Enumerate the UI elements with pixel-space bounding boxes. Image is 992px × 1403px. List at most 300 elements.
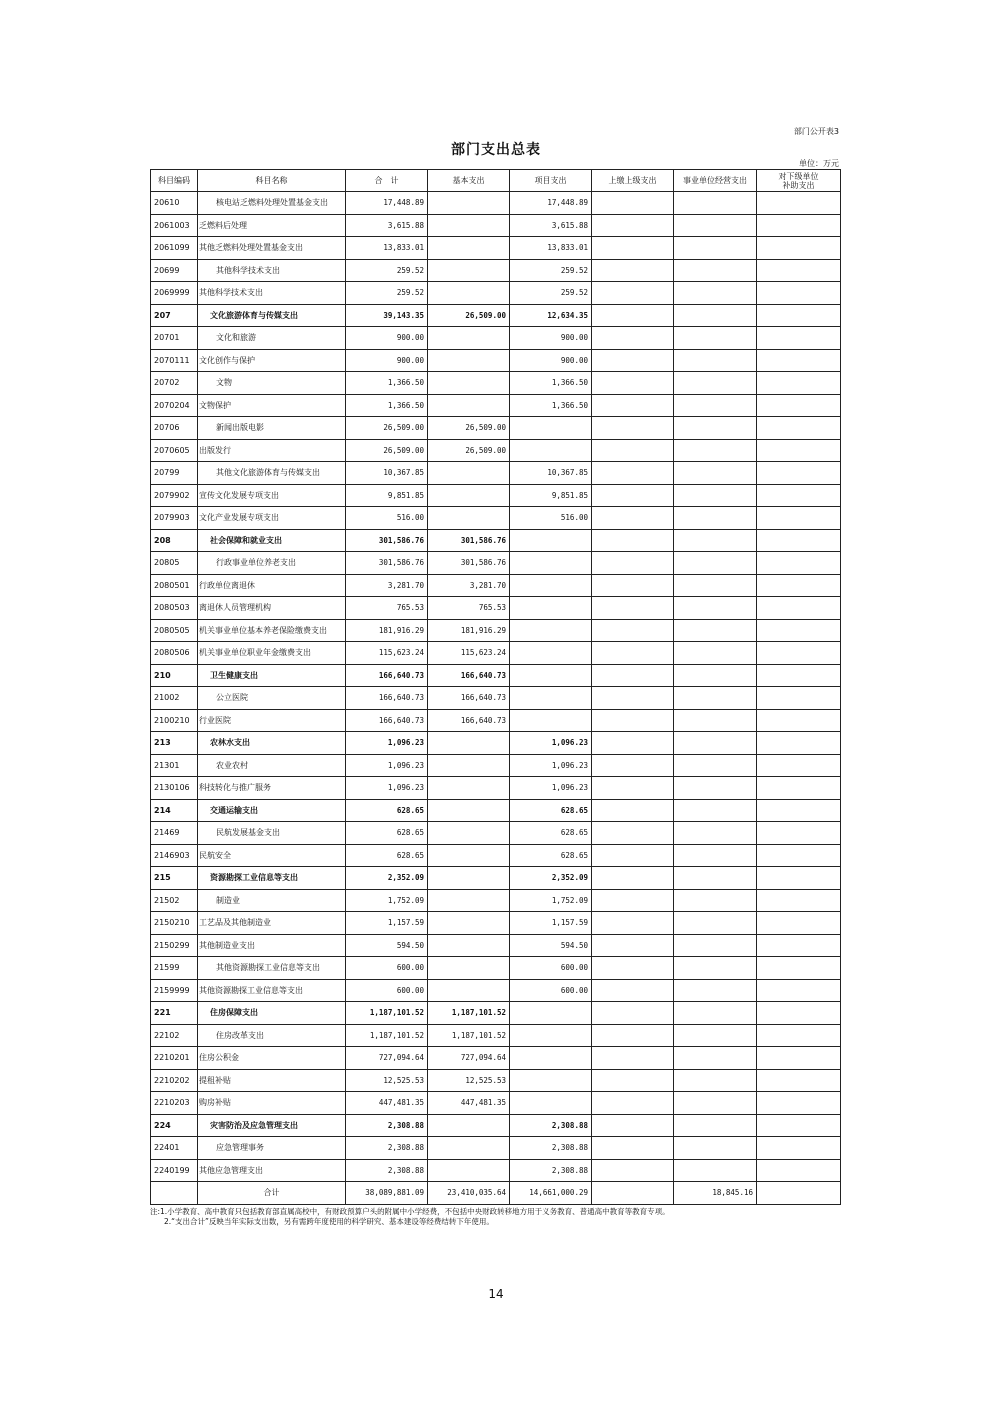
cell-business — [674, 1002, 757, 1025]
header-row — [151, 170, 841, 192]
cell-upper — [592, 192, 674, 215]
cell-subsidy — [757, 484, 841, 507]
cell-project — [510, 597, 592, 620]
cell-subsidy — [757, 1159, 841, 1182]
cell-total: 26,509.00 — [346, 439, 428, 462]
cell-basic: 26,509.00 — [428, 417, 510, 440]
cell-code: 2061003 — [151, 214, 198, 237]
cell-upper — [592, 349, 674, 372]
cell-basic: 1,187,101.52 — [428, 1002, 510, 1025]
cell-subsidy — [757, 957, 841, 980]
cell-subsidy — [757, 1114, 841, 1137]
cell-total: 166,640.73 — [346, 709, 428, 732]
cell-business — [674, 754, 757, 777]
cell-code: 2079903 — [151, 507, 198, 530]
cell-project — [510, 709, 592, 732]
cell-business — [674, 777, 757, 800]
cell-subsidy — [757, 799, 841, 822]
cell-upper — [592, 1092, 674, 1115]
cell-basic — [428, 259, 510, 282]
cell-total: 516.00 — [346, 507, 428, 530]
cell-upper — [592, 259, 674, 282]
cell-total: 600.00 — [346, 957, 428, 980]
cell-basic: 181,916.29 — [428, 619, 510, 642]
cell-code: 22401 — [151, 1137, 198, 1160]
cell-code: 2080501 — [151, 574, 198, 597]
cell-subsidy — [757, 844, 841, 867]
cell-code: 2150210 — [151, 912, 198, 935]
cell-project: 259.52 — [510, 259, 592, 282]
cell-business — [674, 912, 757, 935]
cell-subsidy — [757, 574, 841, 597]
table-row — [151, 754, 841, 777]
cell-upper — [592, 1069, 674, 1092]
cell-subsidy — [757, 867, 841, 890]
cell-upper — [592, 1047, 674, 1070]
cell-project: 600.00 — [510, 979, 592, 1002]
cell-code: 214 — [151, 799, 198, 822]
cell-name: 社会保障和就业支出 — [198, 529, 346, 552]
cell-project: 12,634.35 — [510, 304, 592, 327]
cell-code: 21502 — [151, 889, 198, 912]
cell-name: 文物保护 — [198, 394, 346, 417]
cell-project — [510, 529, 592, 552]
cell-name: 其他科学技术支出 — [198, 282, 346, 305]
cell-subsidy — [757, 349, 841, 372]
table-row — [151, 957, 841, 980]
cell-subsidy — [757, 664, 841, 687]
cell-subsidy — [757, 417, 841, 440]
cell-upper — [592, 619, 674, 642]
cell-total: 765.53 — [346, 597, 428, 620]
form-number: 部门公开表3 — [793, 127, 839, 136]
cell-upper — [592, 417, 674, 440]
cell-basic — [428, 507, 510, 530]
cell-code: 21301 — [151, 754, 198, 777]
cell-code: 2069999 — [151, 282, 198, 305]
cell-total: 3,615.88 — [346, 214, 428, 237]
total-project: 14,661,000.29 — [510, 1182, 592, 1205]
cell-subsidy — [757, 912, 841, 935]
cell-project: 9,851.85 — [510, 484, 592, 507]
cell-code: 20701 — [151, 327, 198, 350]
total-business: 18,845.16 — [674, 1182, 757, 1205]
cell-code: 2130106 — [151, 777, 198, 800]
cell-total: 17,448.89 — [346, 192, 428, 215]
table-row — [151, 372, 841, 395]
cell-upper — [592, 912, 674, 935]
cell-project: 516.00 — [510, 507, 592, 530]
cell-name: 机关事业单位职业年金缴费支出 — [198, 642, 346, 665]
cell-basic — [428, 237, 510, 260]
cell-total: 900.00 — [346, 349, 428, 372]
cell-upper — [592, 822, 674, 845]
total-subsidy — [757, 1182, 841, 1205]
cell-business — [674, 372, 757, 395]
cell-total: 2,352.09 — [346, 867, 428, 890]
cell-business — [674, 1047, 757, 1070]
total-total: 38,089,881.09 — [346, 1182, 428, 1205]
cell-subsidy — [757, 439, 841, 462]
cell-business — [674, 259, 757, 282]
cell-project — [510, 687, 592, 710]
cell-project: 2,308.88 — [510, 1137, 592, 1160]
cell-basic: 166,640.73 — [428, 709, 510, 732]
cell-upper — [592, 484, 674, 507]
cell-name: 出版发行 — [198, 439, 346, 462]
cell-business — [674, 1159, 757, 1182]
table-row — [151, 1002, 841, 1025]
cell-code: 210 — [151, 664, 198, 687]
cell-name: 核电站乏燃料处理处置基金支出 — [198, 192, 346, 215]
cell-basic — [428, 349, 510, 372]
cell-business — [674, 304, 757, 327]
cell-project: 1,096.23 — [510, 754, 592, 777]
cell-subsidy — [757, 1024, 841, 1047]
cell-total: 1,096.23 — [346, 732, 428, 755]
cell-business — [674, 687, 757, 710]
cell-total: 1,096.23 — [346, 754, 428, 777]
cell-total: 259.52 — [346, 259, 428, 282]
cell-subsidy — [757, 619, 841, 642]
cell-business — [674, 957, 757, 980]
cell-basic — [428, 1159, 510, 1182]
header-total: 合 计 — [346, 170, 428, 192]
cell-basic — [428, 394, 510, 417]
table-row — [151, 484, 841, 507]
cell-project: 1,096.23 — [510, 732, 592, 755]
cell-business — [674, 574, 757, 597]
cell-project — [510, 574, 592, 597]
cell-subsidy — [757, 732, 841, 755]
cell-total: 259.52 — [346, 282, 428, 305]
cell-business — [674, 529, 757, 552]
cell-subsidy — [757, 822, 841, 845]
cell-upper — [592, 507, 674, 530]
cell-basic: 166,640.73 — [428, 664, 510, 687]
total-label: 合计 — [198, 1182, 346, 1205]
table-row — [151, 732, 841, 755]
cell-business — [674, 462, 757, 485]
cell-basic — [428, 912, 510, 935]
cell-upper — [592, 552, 674, 575]
cell-code: 2080505 — [151, 619, 198, 642]
cell-name: 提租补贴 — [198, 1069, 346, 1092]
cell-name: 其他资源勘探工业信息等支出 — [198, 979, 346, 1002]
table-row — [151, 642, 841, 665]
table-row — [151, 664, 841, 687]
cell-total: 1,157.59 — [346, 912, 428, 935]
cell-subsidy — [757, 462, 841, 485]
cell-total: 2,308.88 — [346, 1159, 428, 1182]
cell-business — [674, 349, 757, 372]
cell-name: 机关事业单位基本养老保险缴费支出 — [198, 619, 346, 642]
cell-basic — [428, 799, 510, 822]
cell-subsidy — [757, 259, 841, 282]
cell-basic — [428, 327, 510, 350]
cell-total: 1,752.09 — [346, 889, 428, 912]
cell-name: 行业医院 — [198, 709, 346, 732]
cell-project — [510, 1002, 592, 1025]
cell-name: 民航发展基金支出 — [198, 822, 346, 845]
header-name: 科目名称 — [198, 170, 346, 192]
cell-basic — [428, 462, 510, 485]
cell-code: 22102 — [151, 1024, 198, 1047]
cell-code: 20699 — [151, 259, 198, 282]
cell-project — [510, 642, 592, 665]
cell-code: 20706 — [151, 417, 198, 440]
cell-total: 600.00 — [346, 979, 428, 1002]
cell-code: 2210201 — [151, 1047, 198, 1070]
cell-project — [510, 1047, 592, 1070]
page-number: 14 — [488, 1287, 504, 1301]
cell-upper — [592, 304, 674, 327]
page-title: 部门支出总表 — [451, 142, 541, 158]
cell-subsidy — [757, 1137, 841, 1160]
cell-subsidy — [757, 1002, 841, 1025]
cell-business — [674, 484, 757, 507]
table-row — [151, 1047, 841, 1070]
cell-upper — [592, 574, 674, 597]
table-row — [151, 619, 841, 642]
table-row — [151, 1024, 841, 1047]
cell-basic — [428, 822, 510, 845]
cell-upper — [592, 1159, 674, 1182]
cell-business — [674, 732, 757, 755]
cell-subsidy — [757, 709, 841, 732]
cell-basic: 727,094.64 — [428, 1047, 510, 1070]
cell-upper — [592, 597, 674, 620]
cell-business — [674, 1114, 757, 1137]
cell-name: 卫生健康支出 — [198, 664, 346, 687]
cell-basic: 26,509.00 — [428, 439, 510, 462]
cell-name: 应急管理事务 — [198, 1137, 346, 1160]
cell-basic — [428, 957, 510, 980]
cell-project: 2,308.88 — [510, 1114, 592, 1137]
cell-upper — [592, 439, 674, 462]
cell-business — [674, 1092, 757, 1115]
table-row — [151, 574, 841, 597]
expenditure-table — [150, 169, 841, 1205]
cell-code: 2146903 — [151, 844, 198, 867]
table-row — [151, 912, 841, 935]
cell-project — [510, 1092, 592, 1115]
table-row — [151, 889, 841, 912]
table-row — [151, 1159, 841, 1182]
cell-basic: 26,509.00 — [428, 304, 510, 327]
cell-total: 301,586.76 — [346, 552, 428, 575]
cell-basic: 115,623.24 — [428, 642, 510, 665]
cell-upper — [592, 1024, 674, 1047]
cell-project: 1,366.50 — [510, 372, 592, 395]
cell-upper — [592, 979, 674, 1002]
cell-code: 20610 — [151, 192, 198, 215]
cell-project — [510, 664, 592, 687]
header-basic: 基本支出 — [428, 170, 510, 192]
cell-upper — [592, 529, 674, 552]
cell-upper — [592, 462, 674, 485]
cell-basic — [428, 282, 510, 305]
table-row — [151, 529, 841, 552]
cell-name: 其他乏燃料处理处置基金支出 — [198, 237, 346, 260]
cell-total: 39,143.35 — [346, 304, 428, 327]
cell-total: 594.50 — [346, 934, 428, 957]
cell-total: 26,509.00 — [346, 417, 428, 440]
cell-basic — [428, 1114, 510, 1137]
cell-upper — [592, 687, 674, 710]
cell-upper — [592, 642, 674, 665]
cell-total: 301,586.76 — [346, 529, 428, 552]
unit-label: 单位：万元 — [799, 159, 839, 168]
cell-project — [510, 1069, 592, 1092]
cell-code: 215 — [151, 867, 198, 890]
table-row — [151, 934, 841, 957]
cell-total: 447,481.35 — [346, 1092, 428, 1115]
cell-name: 农业农村 — [198, 754, 346, 777]
cell-code: 2070111 — [151, 349, 198, 372]
cell-business — [674, 507, 757, 530]
cell-total: 900.00 — [346, 327, 428, 350]
cell-subsidy — [757, 192, 841, 215]
cell-upper — [592, 709, 674, 732]
cell-basic — [428, 934, 510, 957]
cell-project: 594.50 — [510, 934, 592, 957]
cell-project — [510, 552, 592, 575]
total-row — [151, 1182, 841, 1205]
cell-subsidy — [757, 597, 841, 620]
cell-code: 21599 — [151, 957, 198, 980]
table-row — [151, 327, 841, 350]
cell-subsidy — [757, 507, 841, 530]
cell-subsidy — [757, 687, 841, 710]
cell-business — [674, 867, 757, 890]
cell-subsidy — [757, 642, 841, 665]
cell-project: 1,366.50 — [510, 394, 592, 417]
cell-subsidy — [757, 372, 841, 395]
cell-project: 628.65 — [510, 822, 592, 845]
cell-basic: 12,525.53 — [428, 1069, 510, 1092]
cell-code: 20702 — [151, 372, 198, 395]
cell-subsidy — [757, 889, 841, 912]
cell-code: 207 — [151, 304, 198, 327]
cell-subsidy — [757, 1047, 841, 1070]
cell-basic — [428, 372, 510, 395]
cell-total: 628.65 — [346, 799, 428, 822]
cell-upper — [592, 327, 674, 350]
cell-code: 224 — [151, 1114, 198, 1137]
cell-upper — [592, 214, 674, 237]
cell-total: 1,187,101.52 — [346, 1002, 428, 1025]
cell-subsidy — [757, 754, 841, 777]
cell-name: 其他资源勘探工业信息等支出 — [198, 957, 346, 980]
cell-basic — [428, 754, 510, 777]
cell-name: 离退休人员管理机构 — [198, 597, 346, 620]
cell-business — [674, 664, 757, 687]
table-row — [151, 1069, 841, 1092]
cell-upper — [592, 934, 674, 957]
cell-business — [674, 934, 757, 957]
table-row — [151, 799, 841, 822]
table-row — [151, 979, 841, 1002]
cell-name: 工艺品及其他制造业 — [198, 912, 346, 935]
table-row — [151, 259, 841, 282]
cell-basic: 301,586.76 — [428, 529, 510, 552]
cell-total: 727,094.64 — [346, 1047, 428, 1070]
header-upper: 上缴上级支出 — [592, 170, 674, 192]
cell-basic — [428, 1137, 510, 1160]
table-row — [151, 777, 841, 800]
header-subsidy-line2: 补助支出 — [782, 180, 815, 190]
cell-code: 2080506 — [151, 642, 198, 665]
cell-upper — [592, 1137, 674, 1160]
cell-name: 灾害防治及应急管理支出 — [198, 1114, 346, 1137]
cell-basic — [428, 777, 510, 800]
cell-name: 民航安全 — [198, 844, 346, 867]
table-row — [151, 304, 841, 327]
cell-upper — [592, 394, 674, 417]
cell-total: 115,623.24 — [346, 642, 428, 665]
cell-upper — [592, 664, 674, 687]
cell-name: 新闻出版电影 — [198, 417, 346, 440]
cell-code: 2159999 — [151, 979, 198, 1002]
cell-name: 公立医院 — [198, 687, 346, 710]
cell-code: 21469 — [151, 822, 198, 845]
cell-basic: 166,640.73 — [428, 687, 510, 710]
cell-business — [674, 619, 757, 642]
cell-name: 文化产业发展专项支出 — [198, 507, 346, 530]
cell-basic: 765.53 — [428, 597, 510, 620]
cell-name: 交通运输支出 — [198, 799, 346, 822]
cell-name: 文化旅游体育与传媒支出 — [198, 304, 346, 327]
table-row — [151, 237, 841, 260]
cell-total: 10,367.85 — [346, 462, 428, 485]
cell-code: 2210202 — [151, 1069, 198, 1092]
cell-total: 628.65 — [346, 822, 428, 845]
cell-total: 12,525.53 — [346, 1069, 428, 1092]
cell-subsidy — [757, 394, 841, 417]
cell-name: 文物 — [198, 372, 346, 395]
cell-upper — [592, 957, 674, 980]
cell-code: 2240199 — [151, 1159, 198, 1182]
cell-business — [674, 237, 757, 260]
header-business: 事业单位经营支出 — [674, 170, 757, 192]
cell-business — [674, 439, 757, 462]
cell-name: 住房保障支出 — [198, 1002, 346, 1025]
cell-total: 166,640.73 — [346, 664, 428, 687]
cell-total: 9,851.85 — [346, 484, 428, 507]
cell-name: 科技转化与推广服务 — [198, 777, 346, 800]
table-row — [151, 349, 841, 372]
cell-total: 1,366.50 — [346, 372, 428, 395]
cell-basic: 301,586.76 — [428, 552, 510, 575]
cell-total: 166,640.73 — [346, 687, 428, 710]
cell-project: 1,752.09 — [510, 889, 592, 912]
cell-upper — [592, 799, 674, 822]
footnotes — [150, 1207, 850, 1227]
cell-project: 1,157.59 — [510, 912, 592, 935]
cell-basic — [428, 732, 510, 755]
cell-project: 3,615.88 — [510, 214, 592, 237]
cell-name: 资源勘探工业信息等支出 — [198, 867, 346, 890]
cell-business — [674, 552, 757, 575]
table-row — [151, 417, 841, 440]
cell-project: 2,352.09 — [510, 867, 592, 890]
cell-code: 21002 — [151, 687, 198, 710]
cell-project — [510, 619, 592, 642]
cell-project: 1,096.23 — [510, 777, 592, 800]
cell-project: 13,833.01 — [510, 237, 592, 260]
footnote-1: 注:1.小学教育、高中教育只包括教育部直属高校中，有财政预算户头的附属中小学经费，不包括中央财政转移地方用于义务教育、普通高中教育等教育专项。 — [150, 1207, 670, 1216]
